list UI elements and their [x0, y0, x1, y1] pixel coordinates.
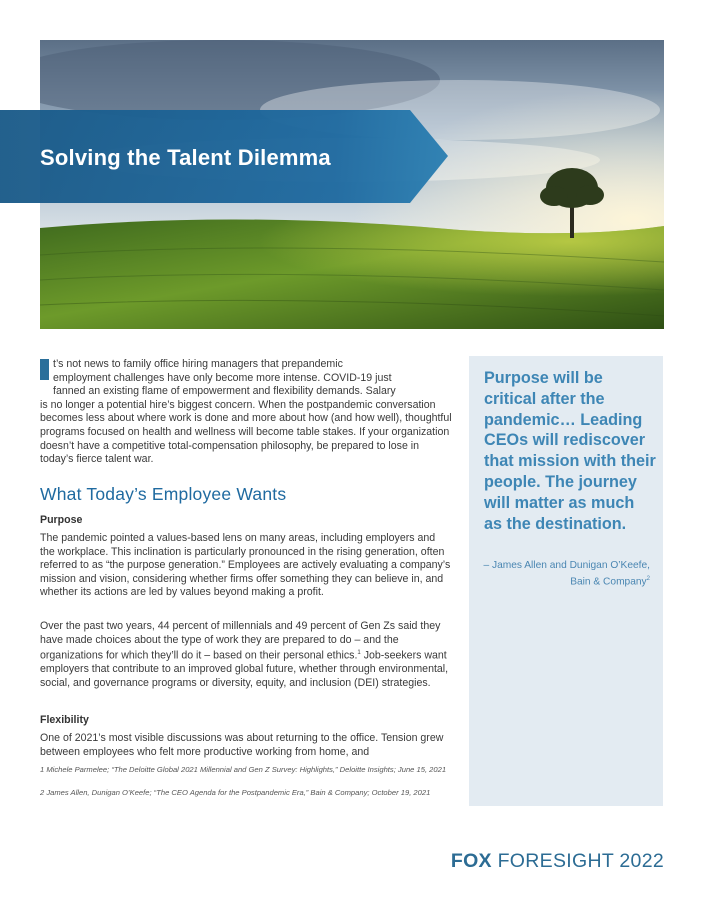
- quote-attribution-text: – James Allen and Dunigan O’Keefe, Bain & Company: [483, 560, 650, 587]
- intro-line-2: employment challenges have only become more intense. COVID-19 just: [53, 371, 392, 384]
- flexibility-paragraph: One of 2021’s most visible discussions was about returning to the office. Tension grew between employees who felt more productive working from home, and: [40, 732, 444, 758]
- purpose-paragraph-1: The pandemic pointed a values-based lens on many areas, including employers and the workplace. This inclination is particularly pronounced in the rising generation, often referred to as “the purpose generation.” Employees are actively evaluating a company’s mission and vision, considering whether firms offer something they can believe in, and whether its actions are led by values beyond making a profit.: [40, 532, 451, 599]
- purpose-paragraph-2-cont: Job-seekers want employers that contribute to an improved global future, whether through environmental, social, and governance programs or diversity, equity, and inclusion (DEI) strategies.: [40, 649, 449, 689]
- pull-quote: Purpose will be critical after the pandemic… Leading CEOs will rediscover that mission with their people. The journey will matter as much as the destination.: [484, 369, 656, 533]
- purpose-paragraph-2-text: Over the past two years, 44 percent of millennials and 49 percent of Gen Zs said they have made choices about the type of work they are prepared to do – and the organizations for which they’ll do it – based on their personal ethics.: [40, 620, 441, 662]
- intro-paragraph: [40, 358, 452, 467]
- brand-foresight: FORESIGHT 2022: [497, 850, 664, 872]
- intro-rest: is no longer a potential hire’s biggest concern. When the postpandemic conversation becomes less about where work is done and more about how (and how well), thoughtful programs focused on health and wellness will become table stakes. If your organization doesn’t have a competitive total-compensation philosophy, be prepared to lose in today’s fierce talent war.: [40, 398, 452, 466]
- intro-line-1: t’s not news to family office hiring managers that prepandemic: [53, 358, 343, 370]
- brand-fox: FOX: [450, 850, 492, 872]
- quote-attribution: [478, 559, 650, 588]
- purpose-paragraph-2: [40, 620, 452, 691]
- footnote-ref-2: 2: [646, 575, 650, 582]
- flexibility-heading: Flexibility: [40, 714, 89, 726]
- purpose-heading: Purpose: [40, 514, 83, 526]
- brand-logo: [451, 850, 664, 873]
- section-heading: What Today’s Employee Wants: [40, 484, 287, 504]
- page-title: Solving the Talent Dilemma: [40, 145, 331, 170]
- footnote-2: 2 James Allen, Dunigan O’Keefe; “The CEO Agenda for the Postpandemic Era,” Bain & Company; October 19, 2021: [40, 788, 431, 797]
- intro-line-3: fanned an existing flame of empowerment and flexibility demands. Salary: [53, 385, 396, 398]
- footnote-1: 1 Michele Parmelee; “The Deloitte Global 2021 Millennial and Gen Z Survey: Highlights,” Deloitte Insights; June 15, 2021: [40, 765, 447, 774]
- footnote-ref-1: 1: [357, 650, 361, 657]
